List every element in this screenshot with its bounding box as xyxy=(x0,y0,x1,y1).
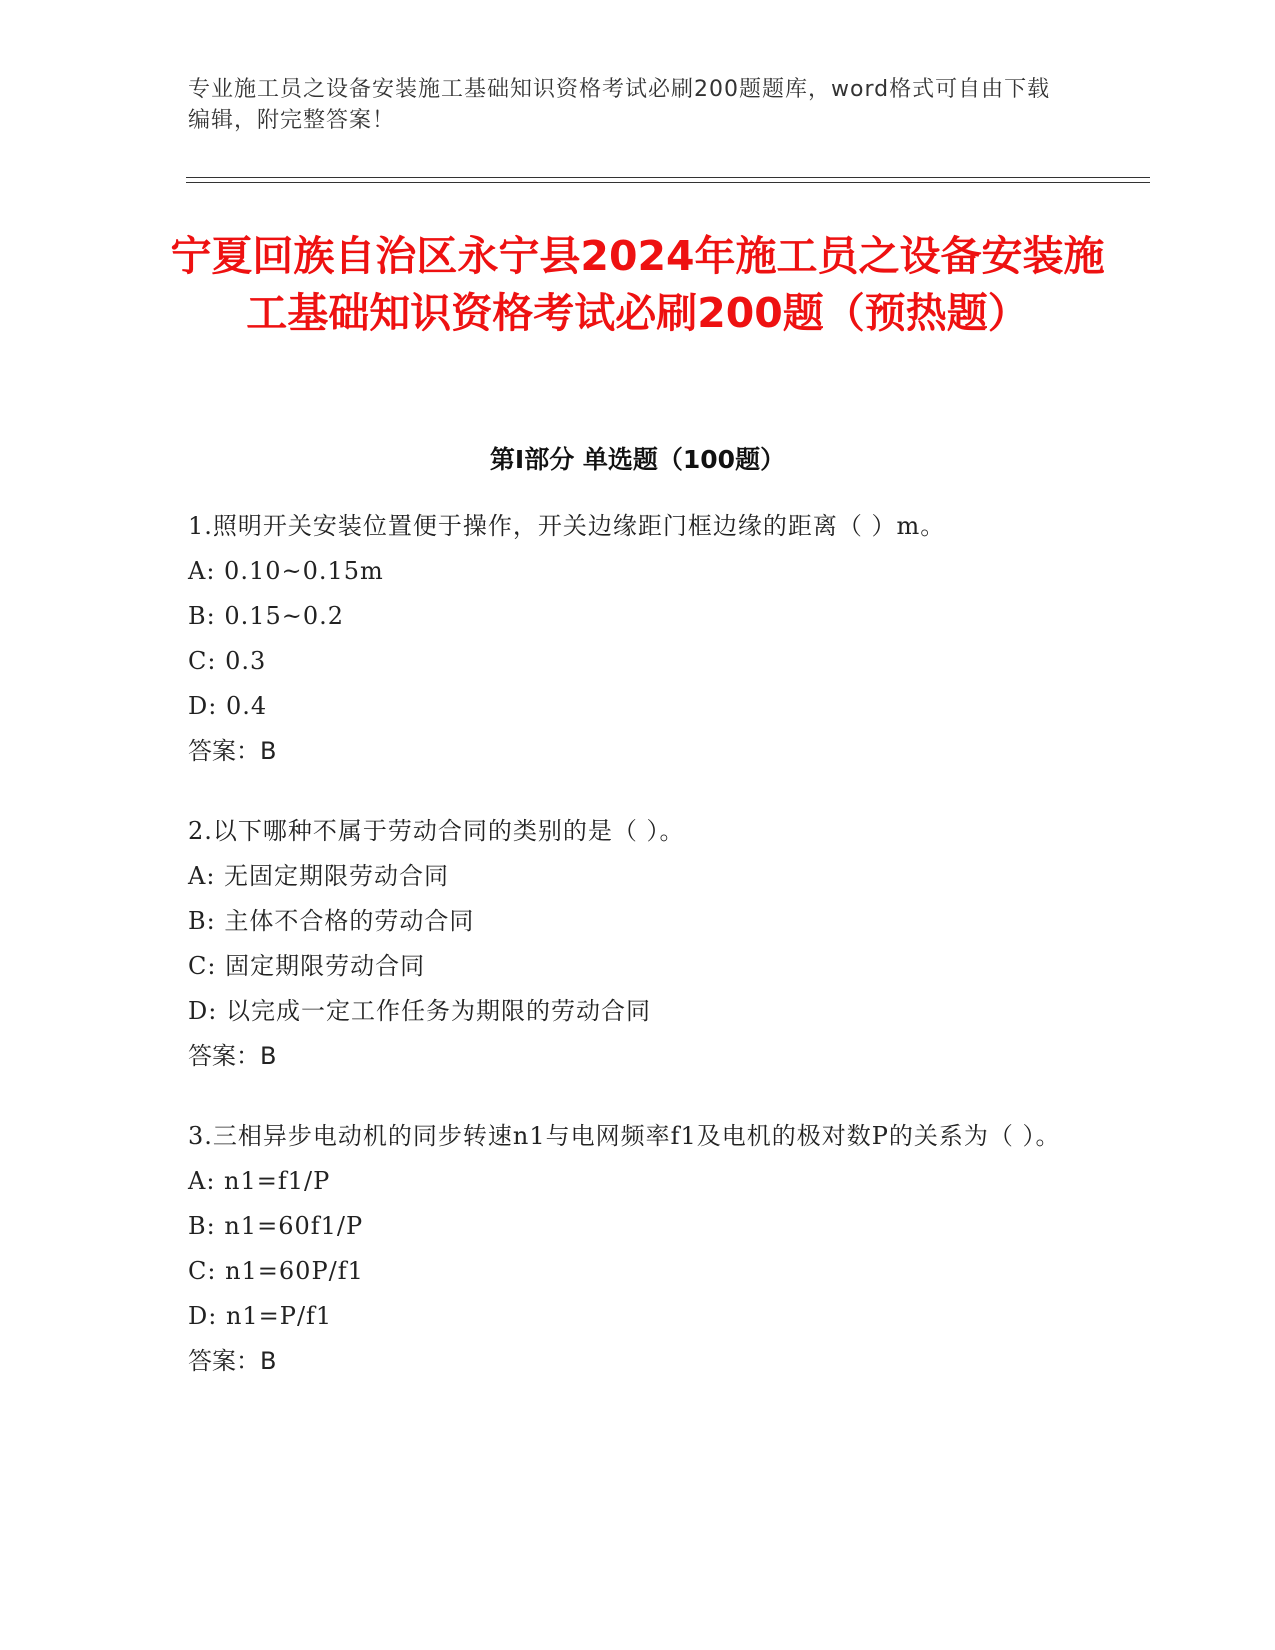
answer: 答案：B xyxy=(188,1347,277,1375)
question-stem: 3.三相异步电动机的同步转速n1与电网频率f1及电机的极对数P的关系为（ ）。 xyxy=(188,1122,1061,1150)
option-d: D: 以完成一定工作任务为期限的劳动合同 xyxy=(188,997,651,1025)
header-note: 专业施工员之设备安装施工基础知识资格考试必刷200题题库，word格式可自由下载编辑，附完整答案！ xyxy=(188,77,1051,133)
question-1 xyxy=(188,503,1068,774)
option-b: B: 0.15~0.2 xyxy=(188,602,345,630)
option-a: A: 0.10~0.15m xyxy=(188,557,384,585)
answer: 答案：B xyxy=(188,1042,277,1070)
option-b: B: n1=60f1/P xyxy=(188,1212,364,1240)
option-c: C: n1=60P/f1 xyxy=(188,1257,364,1285)
question-stem: 2.以下哪种不属于劳动合同的类别的是（ ）。 xyxy=(188,817,685,845)
option-c: C: 固定期限劳动合同 xyxy=(188,952,426,980)
question-stem: 1.照明开关安装位置便于操作，开关边缘距门框边缘的距离（ ）m。 xyxy=(188,512,946,540)
header-rule-bottom xyxy=(186,182,1150,183)
question-2 xyxy=(188,808,1068,1079)
option-d: D: 0.4 xyxy=(188,692,268,720)
option-a: A: n1=f1/P xyxy=(188,1167,331,1195)
option-b: B: 主体不合格的劳动合同 xyxy=(188,907,475,935)
answer: 答案：B xyxy=(188,737,277,765)
option-d: D: n1=P/f1 xyxy=(188,1302,333,1330)
document-title: 宁夏回族自治区永宁县2024年施工员之设备安装施工基础知识资格考试必刷200题（预热题） xyxy=(170,232,1105,337)
option-c: C: 0.3 xyxy=(188,647,267,675)
header-rule-top xyxy=(186,177,1150,178)
section-heading: 第I部分 单选题（100题） xyxy=(489,445,786,474)
question-3 xyxy=(188,1113,1068,1384)
option-a: A: 无固定期限劳动合同 xyxy=(188,862,450,890)
